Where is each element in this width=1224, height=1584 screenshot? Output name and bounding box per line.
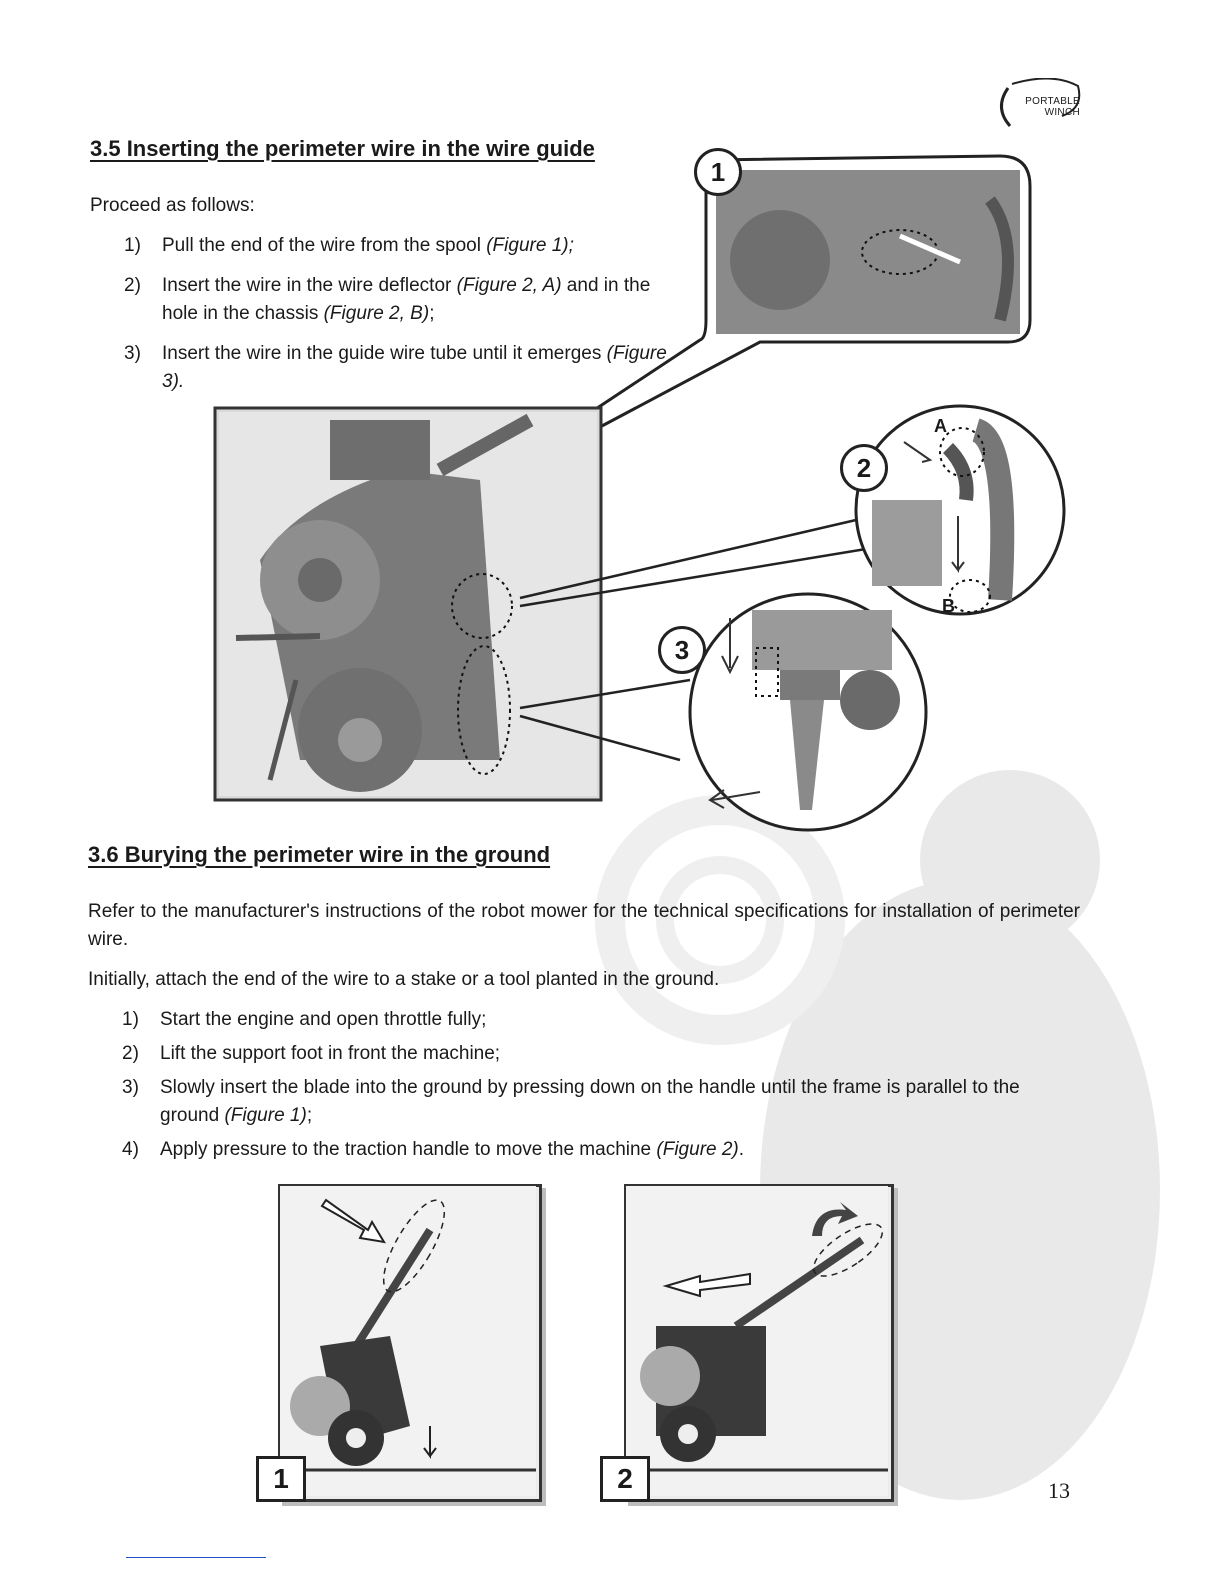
- list-item: 4) Apply pressure to the traction handle to move the machine (Figure 2).: [122, 1139, 745, 1160]
- figure-1-illustration: [280, 1186, 536, 1496]
- footer-divider: [126, 1557, 266, 1558]
- figure-number: 2: [600, 1456, 650, 1502]
- callout-number: 1: [694, 148, 742, 196]
- list-item: 2) Lift the support foot in front the machine;: [122, 1043, 501, 1064]
- section-3-6-heading: 3.6 Burying the perimeter wire in the ground: [88, 842, 551, 867]
- figure-letter-b: B: [942, 596, 955, 616]
- section-3-6-paragraph: Initially, attach the end of the wire to a stake or a tool planted in the ground.: [88, 969, 720, 990]
- section-3-6-paragraph: Refer to the manufacturer's instructions of the robot mower for the technical specifications for installation of perimeter wire.: [88, 901, 1080, 950]
- list-item: 2) Insert the wire in the wire deflector (Figure 2, A) and in the hole in the chassis (Figure 2, B);: [124, 275, 651, 324]
- section-3-5-heading: 3.5 Inserting the perimeter wire in the wire guide: [90, 136, 595, 161]
- callout-number: 3: [658, 626, 706, 674]
- section-3-5-intro: Proceed as follows:: [90, 195, 255, 216]
- list-item: 3) Insert the wire in the guide wire tube until it emerges (Figure 3).: [124, 343, 667, 392]
- logo-text: PORTABLE WINCH: [1025, 96, 1080, 118]
- section-3-6-steps: [122, 1006, 1082, 1176]
- page-number: 13: [1048, 1478, 1070, 1503]
- list-item: 1) Pull the end of the wire from the spool (Figure 1);: [124, 235, 574, 256]
- list-item: 1) Start the engine and open throttle fully;: [122, 1009, 487, 1030]
- figure-2-illustration: [626, 1186, 888, 1496]
- figure-letter-a: A: [934, 416, 947, 436]
- figure-number: 1: [256, 1456, 306, 1502]
- callout-number: 2: [840, 444, 888, 492]
- list-item: 3) Slowly insert the blade into the ground by pressing down on the handle until the frame is parallel to the ground (Figure 1);: [122, 1077, 1020, 1126]
